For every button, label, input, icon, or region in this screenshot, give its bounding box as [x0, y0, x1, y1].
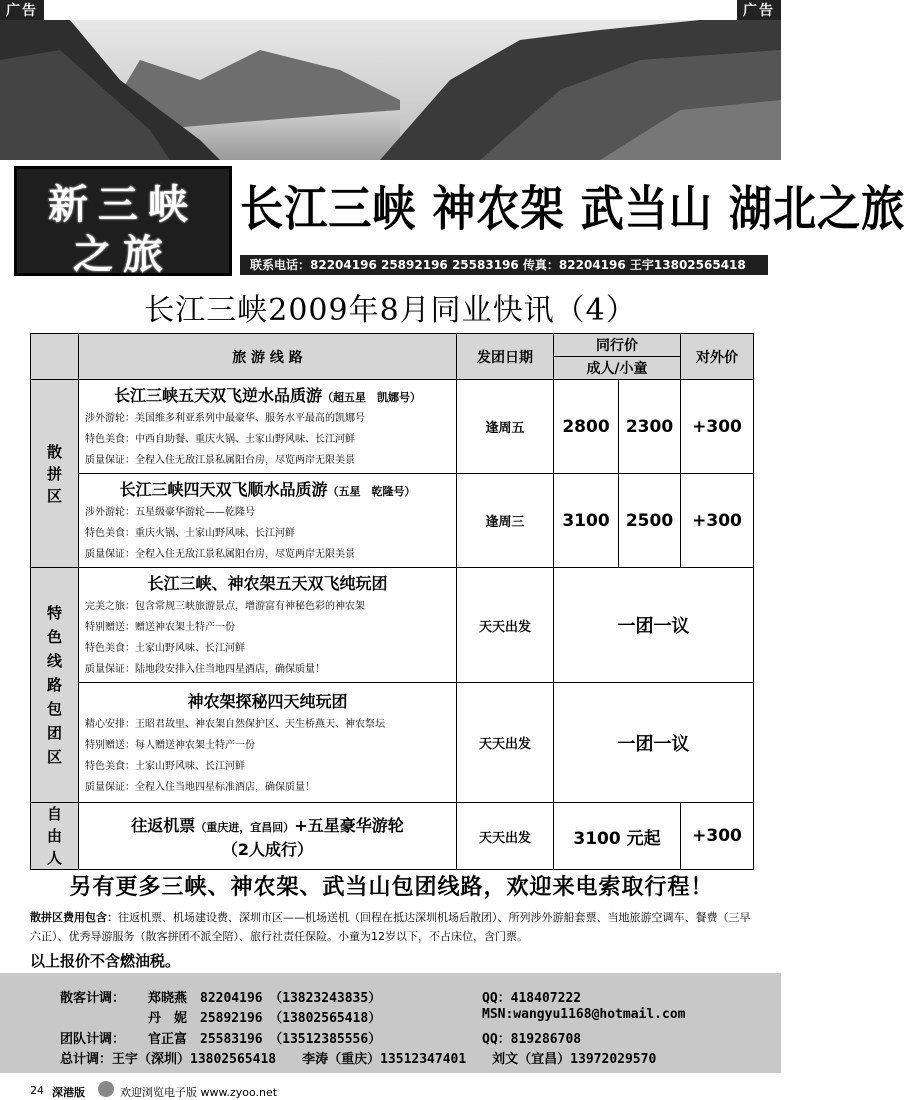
detail-line: 质量保证：全程入住无敌江景私属阳台房，尽览两岸无限美景	[85, 549, 355, 560]
header-adult-child: 成人/小童	[554, 357, 681, 380]
page-footer	[0, 1080, 781, 1100]
adult-price: 3100	[554, 474, 619, 568]
gorge-landscape-image	[0, 20, 781, 160]
detail-line: 特别赠送：赠送神农架土特产一份	[85, 622, 235, 633]
ad-label-left: 广告	[0, 0, 44, 22]
table-row	[31, 568, 754, 683]
route-details	[79, 406, 456, 473]
brand-line-2: 之旅	[73, 231, 173, 278]
child-price: 2500	[619, 474, 681, 568]
price-negotiable: 一团一议	[554, 683, 754, 803]
section-label-free	[31, 803, 79, 870]
route-details	[79, 594, 456, 682]
route-cell	[79, 380, 457, 474]
welcome-text: 欢迎浏览电子版 www.zyoo.net	[120, 1086, 278, 1099]
more-routes-banner: 另有更多三峡、神农架、武当山包团线路，欢迎来电索取行程！	[69, 875, 714, 900]
route-cell	[79, 474, 457, 568]
header-departure: 发团日期	[457, 334, 554, 380]
fees-text: 往返机票、机场建设费、深圳市区——机场送机（回程在抵达深圳机场后散团）、所列涉外游船套票、当地旅游空调车、餐费（三早六正）、优秀导游服务（散客拼团不派全陪）、旅行社责任保险。小童为12岁以下，不占床位，含门票。	[30, 911, 751, 943]
route-cell	[79, 803, 457, 870]
section-label-text: 特 色 线 路 包 团 区	[46, 604, 62, 766]
detail-line: 质量保证：陆地段安排入住当地四星酒店，确保质量！	[85, 664, 325, 675]
general-contacts: 总计调：王宇（深圳）13802565418 李涛（重庆）13512347401 刘文（宜昌）13972029570	[60, 1052, 657, 1067]
header-route: 旅 游 线 路	[79, 334, 457, 380]
header-blank	[31, 334, 79, 380]
brand-logo	[14, 166, 232, 276]
route-tag: （超五星 凯娜号）	[322, 391, 421, 404]
section-label-special	[31, 568, 79, 803]
group-contact-1-qq: QQ：819286708	[482, 1032, 582, 1047]
route-name-text: 长江三峡五天双飞逆水品质游	[113, 386, 322, 405]
page-title: 长江三峡2009年8月同业快讯（4）	[144, 293, 637, 328]
public-price: +300	[681, 803, 754, 870]
price-negotiable: 一团一议	[554, 568, 754, 683]
route-name-text: 长江三峡四天双飞顺水品质游	[119, 480, 328, 499]
route-name: 神农架探秘四天纯玩团	[187, 691, 348, 711]
logo-icon	[98, 1081, 114, 1097]
departure: 逢周三	[457, 474, 554, 568]
route-details	[79, 500, 456, 567]
route-name: 长江三峡、神农架五天双飞纯玩团	[147, 574, 388, 593]
header-public-price: 对外价	[681, 334, 754, 380]
scatter-label: 散客计调：	[60, 991, 126, 1006]
route-name-b: +五星豪华游轮	[294, 815, 404, 835]
detail-line: 特色美食：中西自助餐、重庆火锅、土家山野风味、长江河鲜	[85, 434, 355, 445]
scatter-contact-2-msn: MSN:wangyu1168@hotmail.com	[482, 1007, 686, 1022]
price-from: 3100 元起	[554, 803, 681, 870]
brand-line-1: 新三峡	[48, 181, 198, 228]
route-cell	[79, 568, 457, 683]
routes-table	[30, 333, 754, 870]
route-name	[79, 812, 456, 861]
route-cell	[79, 683, 457, 803]
route-name	[79, 380, 456, 406]
route-tag: （五星 乾隆号）	[327, 485, 416, 498]
fees-included	[30, 908, 755, 946]
table-row	[31, 803, 754, 870]
child-price: 2300	[619, 380, 681, 474]
detail-line: 精心安排：王昭君故里、神农架自然保护区、天生桥燕天、神农祭坛	[85, 718, 385, 730]
scatter-contact-1-qq: QQ：418407222	[482, 991, 582, 1006]
departure: 天天出发	[457, 568, 554, 683]
detail-line: 涉外游轮：五星级豪华游轮——乾隆号	[85, 507, 255, 518]
public-price: +300	[681, 474, 754, 568]
route-name	[79, 474, 456, 500]
departure: 天天出发	[457, 683, 554, 803]
route-details	[79, 712, 456, 800]
scatter-contact-2: 丹 妮 25892196 （13802565418）	[148, 1011, 382, 1026]
detail-line: 特别赠送：每人赠送神农架土特产一份	[85, 739, 255, 751]
page-number: 24	[30, 1084, 44, 1097]
detail-line: 涉外游轮：美国维多利亚系列中最豪华、服务水平最高的凯娜号	[85, 413, 365, 424]
section-label-text: 散 拼 区	[46, 442, 62, 505]
contact-bar: 联系电话：82204196 25892196 25583196 传真：82204196 王宇13802565418	[240, 255, 768, 275]
table-row	[31, 474, 754, 568]
route-tag: （重庆进，宜昌回）	[195, 820, 295, 834]
route-name-a: 往返机票	[131, 815, 196, 835]
detail-line: 特色美食：重庆火锅、土家山野风味、长江河鲜	[85, 528, 295, 539]
header-peer-price: 同行价	[554, 334, 681, 357]
departure: 天天出发	[457, 803, 554, 870]
edition-label: 深港版	[52, 1086, 85, 1099]
table-row	[31, 683, 754, 803]
public-price: +300	[681, 380, 754, 474]
departure: 逢周五	[457, 380, 554, 474]
exclusion-note: 以上报价不含燃油税。	[30, 952, 181, 970]
section-label-text: 自 由 人	[46, 805, 62, 867]
section-label-scatter	[31, 380, 79, 568]
scatter-contact-1: 郑晓燕 82204196 （13823243835）	[148, 991, 382, 1006]
detail-line: 完美之旅：包含常规三峡旅游景点，增游富有神秘色彩的神农架	[85, 601, 365, 612]
contacts-panel	[0, 973, 781, 1073]
table-row	[31, 380, 754, 474]
ad-label-right: 广告	[737, 0, 781, 22]
adult-price: 2800	[554, 380, 619, 474]
headline: 长江三峡 神农架 武当山 湖北之旅	[240, 181, 905, 237]
group-contact-1: 官正富 25583196 （13512385556）	[148, 1032, 382, 1047]
detail-line: 特色美食：土家山野风味、长江河鲜	[85, 760, 245, 772]
fees-label: 散拼区费用包含：	[30, 911, 118, 924]
detail-line: 质量保证：全程入住当地四星标准酒店，确保质量！	[85, 781, 315, 793]
group-label: 团队计调：	[60, 1032, 126, 1047]
route-name-c: （2人成行）	[221, 839, 314, 859]
detail-line: 质量保证：全程入住无敌江景私属阳台房，尽览两岸无限美景	[85, 455, 355, 466]
detail-line: 特色美食：土家山野风味、长江河鲜	[85, 643, 245, 654]
